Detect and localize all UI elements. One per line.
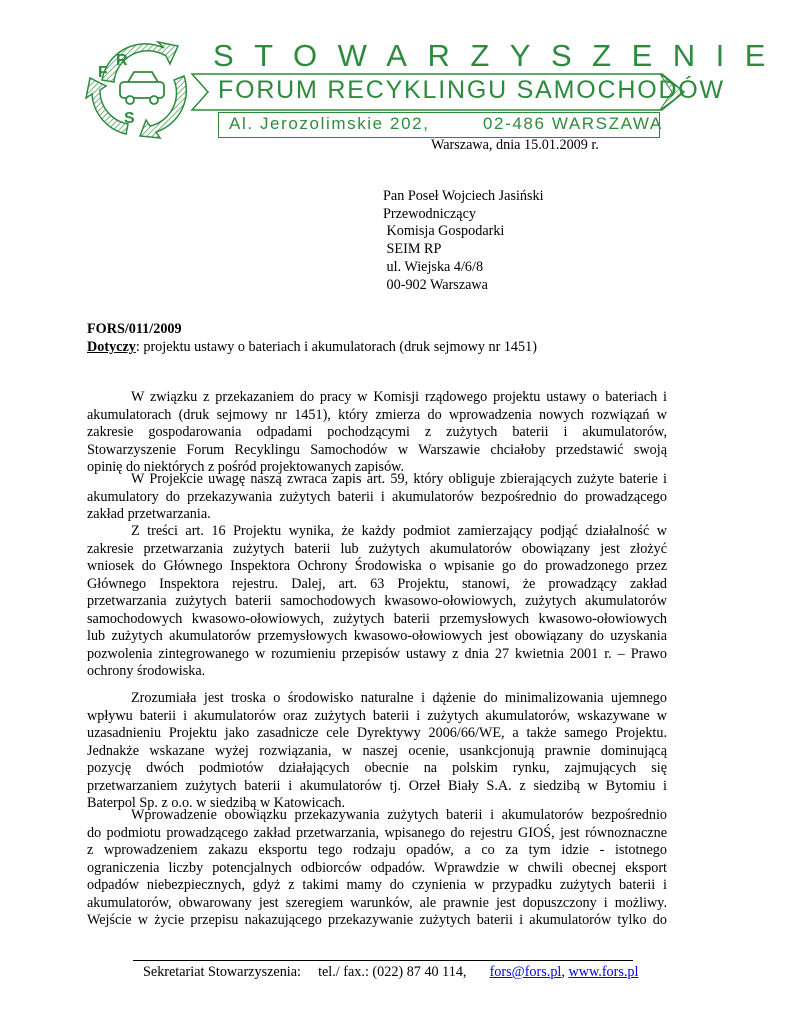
paragraph-line: opinię do niektórych z pośród projektowanych zapisów. <box>87 459 405 475</box>
footer-divider <box>133 960 633 961</box>
paragraph-line: samochodowych kwasowo-ołowiowych, zużytych baterii przemysłowych kwasowo-ołowiowych <box>87 610 667 627</box>
paragraph-line: odpadów niebezpiecznych, gdyż z takimi mamy do czynienia w przypadku zużytych baterii i <box>87 877 667 893</box>
recipient-line: SEIM RP <box>383 241 442 258</box>
website-link[interactable]: www.fors.pl <box>568 964 639 980</box>
banner-title: FORUM RECYKLINGU SAMOCHODÓW <box>218 76 725 104</box>
address-city: 02-486 WARSZAWA <box>483 114 663 133</box>
address-street: Al. Jerozolimskie 202, <box>229 114 430 133</box>
recipient-line: 00-902 Warszawa <box>383 276 488 293</box>
paragraph-3 <box>87 523 667 681</box>
paragraph-line: Głównego Inspektora rejestru. Dalej, art. 63 Projektu, stanowi, że prowadzący zakład <box>87 575 667 592</box>
paragraph-5 <box>87 807 667 930</box>
paragraph-line: pozwolenia zintegrowanego w rozumieniu przepisów ustawy z dnia 27 kwietnia 2001 r. – Prawo <box>87 645 667 662</box>
paragraph-4 <box>87 690 667 813</box>
paragraph-line: pozycję dwóch podmiotów działających obecnie na polskim rynku, zajmujących się <box>87 760 667 776</box>
paragraph-line: ograniczenia liczby potencjalnych odbiorców odpadów. Wprawdzie w chwili obecnej eksport <box>87 859 667 876</box>
paragraph-line: Wprowadzenie obowiązku przekazywania zużytych baterii i akumulatorów bezpośrednio <box>131 807 667 823</box>
paragraph-2 <box>87 471 667 524</box>
org-name: STOWARZYSZENIE <box>213 38 786 73</box>
reference-number: FORS/011/2009 <box>87 321 182 337</box>
paragraph-line: W Projekcie uwagę naszą zwraca zapis art. 59, który obliguje zbierających zużyte baterie i <box>131 471 667 487</box>
logo-letter-r: R <box>116 52 128 69</box>
paragraph-line: Stowarzyszenie Forum Recyklingu Samochodów w Warszawie chciałoby przedstawić swoją <box>87 441 667 458</box>
subject-text: : projektu ustawy o bateriach i akumulatorach (druk sejmowy nr 1451) <box>135 339 537 355</box>
paragraph-line: do podmiotu prowadzącego zakład przetwarzania, wpisanego do rejestru GIOŚ, jest równoznaczne <box>87 824 667 841</box>
footer-label: Sekretariat Stowarzyszenia: <box>143 964 301 980</box>
email-link[interactable]: fors@fors.pl <box>489 964 562 980</box>
paragraph-line: wpływu baterii i akumulatorów oraz zużytych baterii i zużytych akumulatorów, wskazywane w <box>87 707 667 724</box>
footer-separator: , <box>561 964 565 980</box>
paragraph-line: akumulatorach (druk sejmowy nr 1451), który zmierza do wprowadzenia nowych rozwiązań w <box>87 406 667 423</box>
paragraph-line: Zrozumiała jest troska o środowisko naturalne i dążenie do minimalizowania ujemnego <box>131 690 667 706</box>
recipient-line: Przewodniczący <box>383 205 476 222</box>
date-line: Warszawa, dnia 15.01.2009 r. <box>431 137 599 153</box>
subject-label: Dotyczy <box>87 339 136 355</box>
recipient-line: ul. Wiejska 4/6/8 <box>383 258 484 275</box>
paragraph-line: Jednakże wskazane wyżej rozwiązania, w naszej ocenie, usankcjonują prawnie dominującą <box>87 742 667 759</box>
paragraph-line: zakresie gospodarowania odpadami pochodzącymi z zużytych baterii i akumulatorów, <box>87 424 667 440</box>
recipient-block <box>383 188 544 294</box>
paragraph-line: akumulatory do przekazywania zużytych baterii i akumulatorów bezpośrednio do prowadzącego <box>87 488 667 505</box>
logo-letter-f: F <box>98 64 108 81</box>
paragraph-line: zakład przetwarzania. <box>87 506 211 522</box>
paragraph-line: zakresie przetwarzania zużytych baterii lub zużytych akumulatorów obowiązany jest złożyć <box>87 540 667 557</box>
paragraph-line: W związku z przekazaniem do pracy w Komisji rządowego projektu ustawy o bateriach i <box>131 389 667 405</box>
subject-line <box>87 339 537 357</box>
paragraph-line: z wprowadzeniem zakazu eksportu tego rodzaju opadów, a co za tym idzie - istotnego <box>87 842 667 858</box>
paragraph-line: przetwarzaniem zużytych baterii i akumulatorów tj. Orzeł Biały S.A. z siedzibą w Bytomiu i <box>87 777 667 794</box>
recipient-line: Pan Poseł Wojciech Jasiński <box>383 188 544 204</box>
recycling-logo <box>84 40 204 140</box>
paragraph-line: Wejście w życie przepisu nakazującego przekazywanie zużytych baterii i akumulatorów tylko do <box>87 912 667 928</box>
recipient-line: Komisja Gospodarki <box>383 223 505 240</box>
paragraph-line: wniosek do Głównego Inspektora Ochrony Środowiska o wpisanie go do prowadzonego przez <box>87 558 667 574</box>
paragraph-line: przetwarzania zużytych baterii samochodowych kwasowo-ołowiowych, zużytych akumulatorów <box>87 593 667 609</box>
footer <box>143 964 638 982</box>
paragraph-line: uzasadnieniu Projektu jako zasadnicze cele Dyrektywy 2006/66/WE, a także samego Projektu. <box>87 725 667 741</box>
paragraph-line: Baterpol Sp. z o.o. w siedzibą w Katowicach. <box>87 795 346 811</box>
paragraph-line: akumulatorów, obwarowany jest szeregiem warunków, ale prawnie jest dopuszczony i możliwy. <box>87 894 667 911</box>
paragraph-line: Z treści art. 16 Projektu wynika, że każdy podmiot zamierzający podjąć działalność w <box>131 523 667 539</box>
logo-letter-s: S <box>124 110 135 127</box>
footer-phone: tel./ fax.: (022) 87 40 114, <box>318 964 467 980</box>
paragraph-1 <box>87 389 667 477</box>
paragraph-line: lub zużytych akumulatorów przemysłowych kwasowo-ołowiowych jest obowiązany do uzyskania <box>87 628 667 644</box>
paragraph-line: ochrony środowiska. <box>87 663 206 679</box>
